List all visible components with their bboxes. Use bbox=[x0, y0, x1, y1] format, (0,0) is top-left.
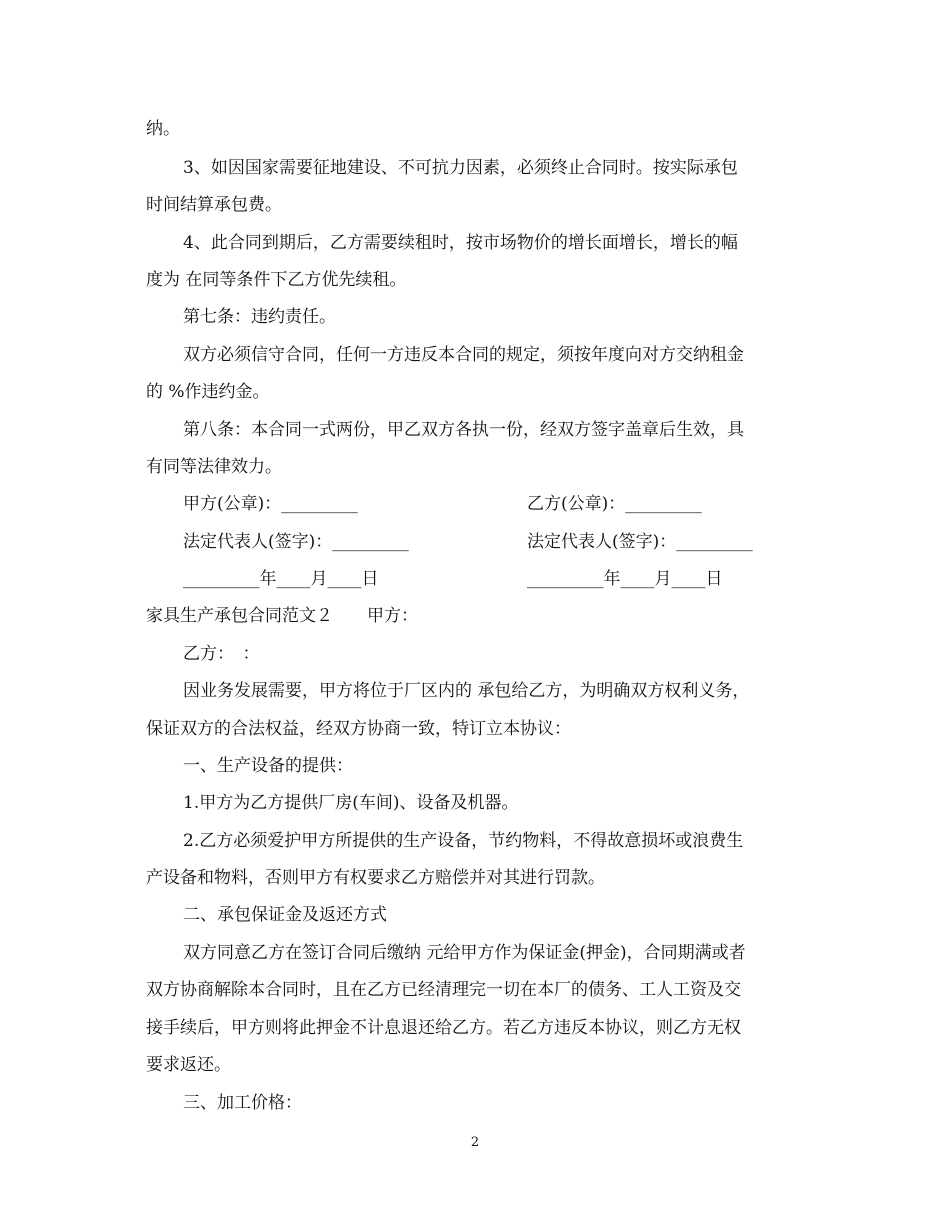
text-line: 的 %作违约金。 bbox=[146, 382, 270, 402]
text-line: 双方同意乙方在签订合同后缴纳 元给甲方作为保证金(押金)，合同期满或者 bbox=[183, 943, 746, 963]
text-line: 要求返还。 bbox=[146, 1055, 231, 1075]
text-line: 4、此合同到期后，乙方需要续租时，按市场物价的增长面增长，增长的幅 bbox=[183, 233, 738, 253]
section-heading: 一、生产设备的提供： bbox=[183, 756, 353, 776]
text-line: 因业务发展需要，甲方将位于厂区内的 承包给乙方，为明确双方权利义务， bbox=[183, 681, 750, 701]
text-line: 2.乙方必须爱护甲方所提供的生产设备，节约物料，不得故意损坏或浪费生 bbox=[183, 831, 744, 851]
text-line: 度为 在同等条件下乙方优先续租。 bbox=[146, 270, 407, 290]
text-line: 时间结算承包费。 bbox=[146, 195, 282, 215]
text-line: 3、如因国家需要征地建设、不可抗力因素，必须终止合同时。按实际承包 bbox=[183, 158, 738, 178]
text-line: 有同等法律效力。 bbox=[146, 457, 282, 477]
party-b-line: 乙方： ： bbox=[183, 644, 260, 664]
text-line: 接手续后，甲方则将此押金不计息退还给乙方。若乙方违反本协议，则乙方无权 bbox=[146, 1018, 741, 1038]
section-heading: 三、加工价格： bbox=[183, 1093, 302, 1113]
party-a-representative: 法定代表人(签字)：_________ bbox=[183, 532, 409, 552]
article-heading: 第七条：违约责任。 bbox=[183, 307, 336, 327]
party-b-representative: 法定代表人(签字)：_________ bbox=[527, 532, 753, 552]
party-b-date: _________年____月____日 bbox=[527, 569, 723, 589]
page-number: 2 bbox=[470, 1135, 480, 1150]
text-line: 双方协商解除本合同时，且在乙方已经清理完一切在本厂的债务、工人工资及交 bbox=[146, 980, 741, 1000]
text-line: 第八条：本合同一式两份，甲乙双方各执一份，经双方签字盖章后生效，具 bbox=[183, 420, 744, 440]
party-a-date: _________年____月____日 bbox=[183, 569, 379, 589]
text-line: 1.甲方为乙方提供厂房(车间)、设备及机器。 bbox=[183, 793, 519, 813]
section-heading: 二、承包保证金及返还方式 bbox=[183, 905, 387, 925]
text-line: 双方必须信守合同，任何一方违反本合同的规定，须按年度向对方交纳租金 bbox=[183, 345, 744, 365]
party-b-seal: 乙方(公章)：_________ bbox=[527, 494, 702, 514]
text-line: 纳。 bbox=[146, 119, 180, 139]
text-line: 产设备和物料，否则甲方有权要求乙方赔偿并对其进行罚款。 bbox=[146, 868, 605, 888]
party-a-seal: 甲方(公章)：_________ bbox=[183, 494, 358, 514]
text-line: 保证双方的合法权益，经双方协商一致，特订立本协议： bbox=[146, 719, 571, 739]
contract-title: 家具生产承包合同范文２ 甲方： bbox=[146, 606, 418, 626]
